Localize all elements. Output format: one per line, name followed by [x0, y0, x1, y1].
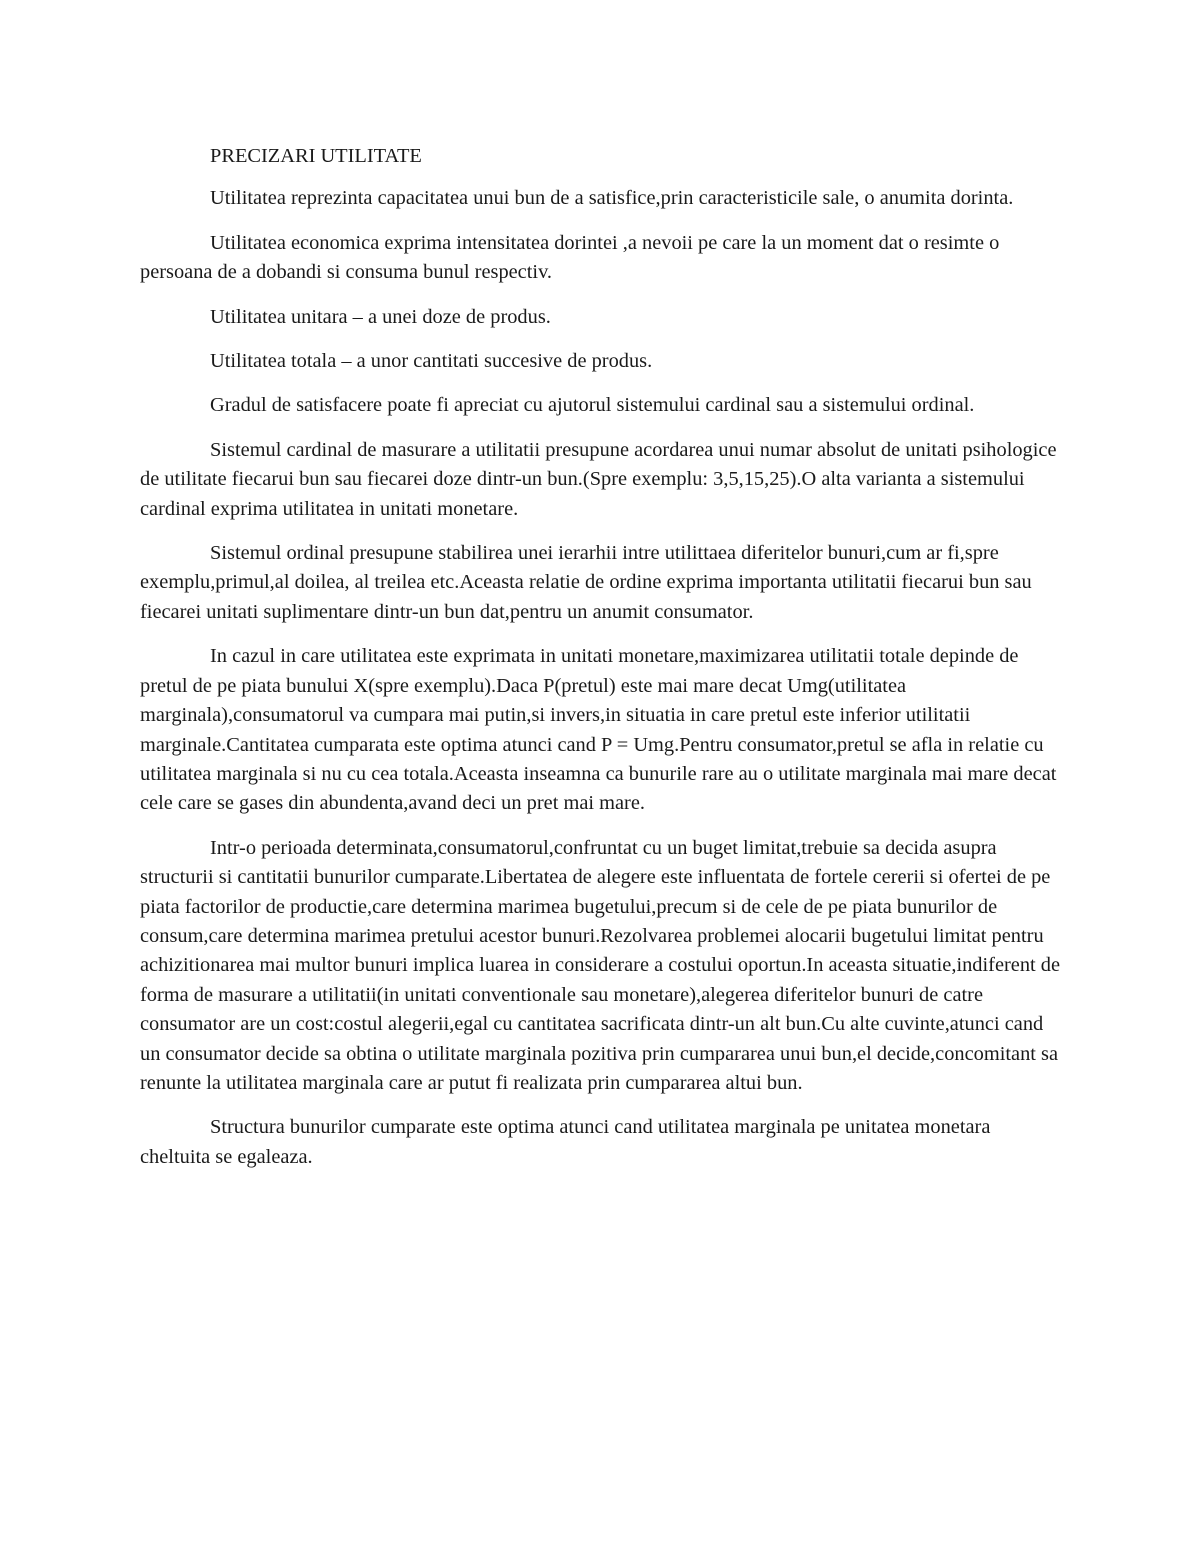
paragraph-total-utility: Utilitatea totala – a unor cantitati succesive de produs.	[210, 350, 653, 373]
paragraph-satisfaction-degree: Gradul de satisfacere poate fi apreciat cu ajutorul sistemului cardinal sau a sistemului ordinal.	[210, 394, 975, 417]
paragraph-monetary-utility: In cazul in care utilitatea este exprimata in unitati monetare,maximizarea utilitatii totale depinde de pretul de pe piata bunului X(spre exemplu).Daca P(pretul) este mai mare decat Umg(utilitatea marginala),consumatorul va cumpara mai putin,si invers,in situatia in care pretul este inferior utilitatii marginale.Cantitatea cumparata este optima atunci cand P = Umg.Pentru consumator,pretul se afla in relatie cu utilitatea marginala si nu cu cea totala.Aceasta inseamna ca bunurile rare au o utilitate marginala mai mare decat cele care se gases din abundenta,avand deci un pret mai mare.	[140, 645, 1057, 815]
paragraph-cardinal-system: Sistemul cardinal de masurare a utilitatii presupune acordarea unui numar absolut de unitati psihologice de utilitate fiecarui bun sau fiecarei doze dintr-un bun.(Spre exemplu: 3,5,15,25).O alta varianta a sistemului cardinal exprima utilitatea in unitati monetare.	[140, 438, 1057, 520]
paragraph-ordinal-system: Sistemul ordinal presupune stabilirea unei ierarhii intre utilittaea diferitelor bunuri,cum ar fi,spre exemplu,primul,al doilea, al treilea etc.Aceasta relatie de ordine exprima importanta utilitatii fiecarui bun sau fiecarei unitati suplimentare dintr-un bun dat,pentru un anumit consumator.	[140, 542, 1032, 623]
paragraph-utility-definition: Utilitatea reprezinta capacitatea unui bun de a satisfice,prin caracteristicile sale, o anumita dorinta.	[210, 187, 1014, 210]
paragraph-unit-utility: Utilitatea unitara – a unei doze de produs.	[210, 305, 551, 328]
document-body	[140, 142, 1062, 1187]
paragraph-optimal-structure: Structura bunurilor cumparate este optima atunci cand utilitatea marginala pe unitatea monetara cheltuita se egaleaza.	[140, 1116, 991, 1168]
paragraph-economic-utility: Utilitatea economica exprima intensitatea dorintei ,a nevoii pe care la un moment dat o resimte o persoana de a dobandi si consuma bunul respectiv.	[140, 231, 1000, 284]
document-title: PRECIZARI UTILITATE	[210, 145, 422, 167]
paragraph-budget-constraint: Intr-o perioada determinata,consumatorul,confruntat cu un buget limitat,trebuie sa decida asupra structurii si cantitatii bunurilor cumparate.Libertatea de alegere este influentata de fortele cererii si ofertei de pe piata factorilor de productie,care determina marimea bugetului,precum si de cele de pe piata bunurilor de consum,care determina marimea pretului acestor bunuri.Rezolvarea problemei alocarii bugetului limitat pentru achizitionarea mai multor bunuri implica luarea in considerare a costului oportun.In aceasta situatie,indiferent de forma de masurare a utilitatii(in unitati conventionale sau monetare),alegerea diferitelor bunuri de catre consumator are un cost:costul alegerii,egal cu cantitatea sacrificata dintr-un alt bun.Cu alte cuvinte,atunci cand un consumator decide sa obtina o utilitate marginala pozitiva prin cumpararea unui bun,el decide,concomitant sa renunte la utilitatea marginala care ar putut fi realizata prin cumpararea altui bun.	[140, 836, 1061, 1094]
